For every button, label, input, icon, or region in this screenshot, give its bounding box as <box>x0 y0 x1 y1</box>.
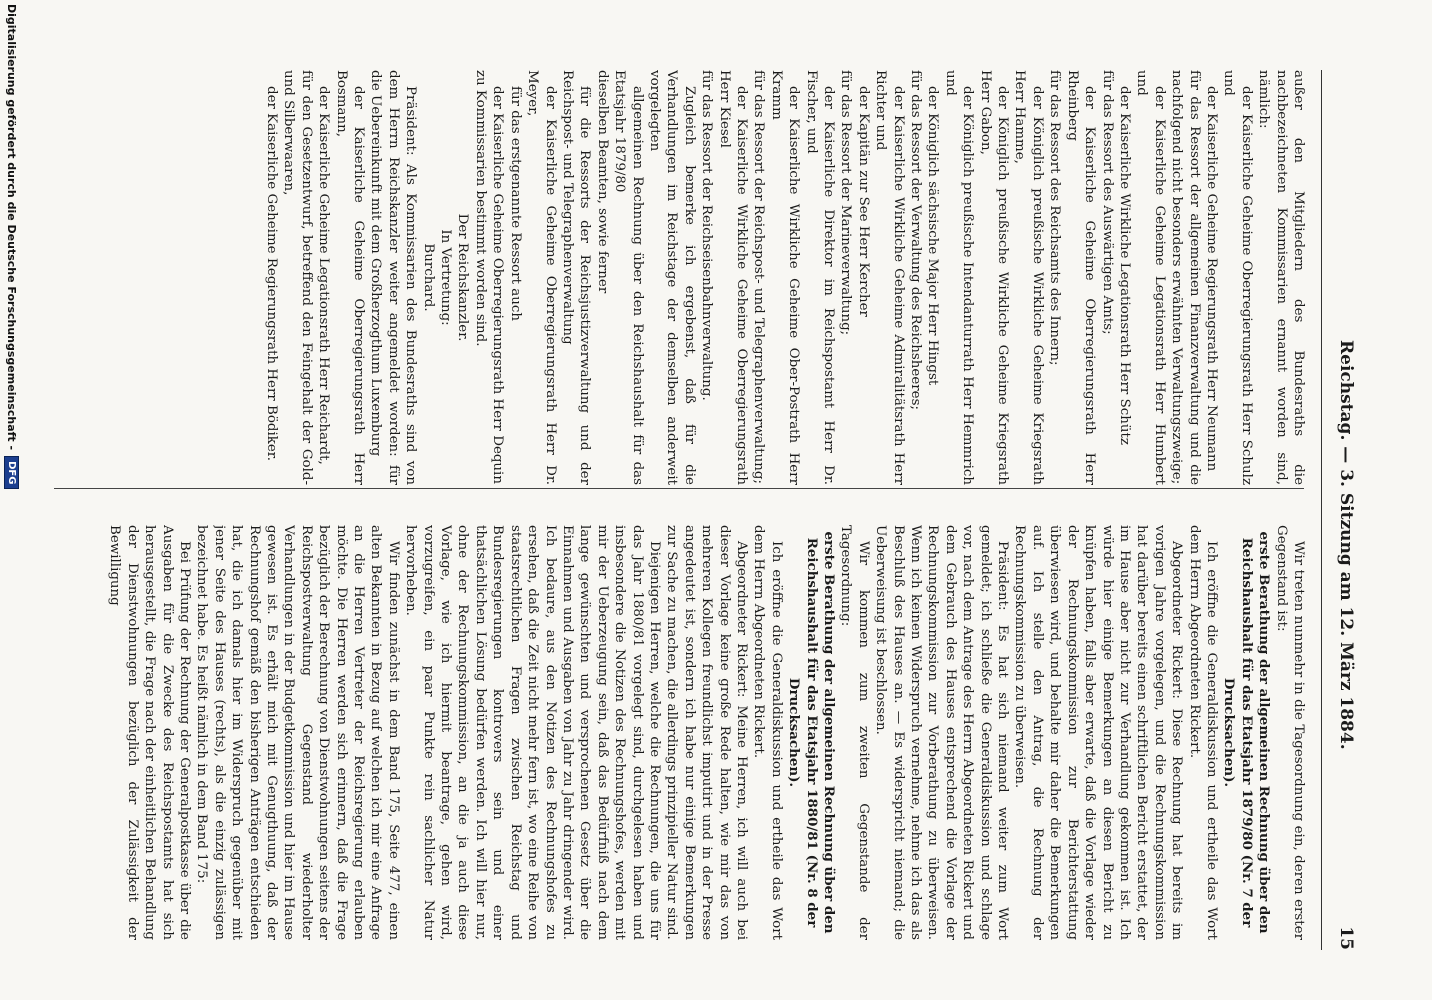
paragraph: Ich eröffne die Generaldiskussion und ertheile das Wort dem Herrn Abgeordneten Rickert. <box>751 525 784 940</box>
paragraph: für die Ressorts der Reichsjustizverwaltung und der Reichspost- und Telegraphenverwaltung <box>559 70 593 485</box>
paragraph: für das Ressort der Reichseisenbahnverwaltung. <box>699 70 715 401</box>
paragraph: für den Gesetzentwurf, betreffend den Feingehalt der Gold- und Silberwaaren, <box>281 70 314 485</box>
dfg-logo: DFG <box>5 456 20 489</box>
paragraph: Präsident: Es hat sich niemand weiter zum Wort gemeldet; ich schließe die Generaldiskussion und schlage vor, nach dem Antrage des Herrn Abgeordneten Rickert und dem Gebrauch des Hauses entsprechend die Vorlage der Rechnungskommission zur Vorberathung zu überweisen. Wenn ich keinen Widerspruch vernehme, nehme ich das als Beschluß des Hauses an. — Es widerspricht niemand; die Ueberweisung ist beschlossen. <box>873 525 1011 940</box>
paragraph: für das Ressort der Marineverwaltung; <box>838 70 854 336</box>
paragraph: für das Ressort des Auswärtigen Amts; <box>1099 70 1115 335</box>
paragraph: Abgeordneter Rickert: Meine Herren, ich will auch bei dieser Vorlage keine große Rede halten, wie mir das von mehreren Kollegen freundlichst imputirt und in der Presse angedeutet ist, sondern ich habe nur einige Bemerkungen zur Sache zu machen, die allerdings prinzipieller Natur sind. <box>664 525 749 940</box>
paragraph: der Königlich preußische Intendanturrath Herr Hemmrich und <box>942 70 976 485</box>
paragraph: der Kaiserliche Wirkliche Geheime Admiralitätsrath Herr Richter und <box>873 70 906 485</box>
agenda-item-heading: erste Berathung der allgemeinen Rechnung über den Reichshaushalt für das Etatsjahr 1880/81 (Nr. 8 der Drucksachen). <box>786 531 838 934</box>
paragraph: Präsident: Als Kommissarien des Bundesraths sind von dem Herrn Reichskanzler weiter angemeldet worden: für die Uebereinkunft mit dem Großherzogthum Luxemburg <box>368 70 419 485</box>
paragraph: der Kaiserliche Geheime Oberregierungsrath Herr Schulz und <box>1221 70 1254 485</box>
paragraph: zu Kommissarien bestimmt worden sind. <box>472 70 488 347</box>
paragraph: der Kaiserliche Geheime Legationsrath Herr Humbert und <box>1134 70 1167 485</box>
paragraph: der Kaiserliche Geheime Oberregierungsrath Herr Dr. Meyer, <box>525 70 558 485</box>
paragraph: allgemeinen Rechnung über den Reichshaushalt für das Etatsjahr 1879/80 <box>612 70 645 485</box>
digitization-credit <box>0 0 24 1000</box>
paragraph: für das Ressort der allgemeinen Finanzverwaltung und die nachfolgend nicht besonders erwähnten Verwaltungszweige; <box>1169 70 1202 485</box>
paragraph: Abgeordneter Rickert: Diese Rechnung hat bereits im vorigen Jahre vorgelegen, und die Rechnungskommission hat darüber bereits einen schriftlichen Bericht erstattet, der im Hause aber nicht zur Verhandlung gekommen ist. Ich würde hier einige Bemerkungen an diesen Bericht zu knüpfen haben, falls aber erwarte, daß die Vorlage wieder der Rechnungskommission zur Berichterstattung überwiesen wird, und behalte mir daher die Bemerkungen auf. Ich stelle den Antrag, die Rechnung der Rechnungskommission zu überweisen. <box>1012 525 1185 940</box>
signature-name: Burchard. <box>420 243 436 312</box>
paragraph: Bei Prüfung der Rechnung der Generalpostkasse über die Ausgaben für die Zwecke des Reichspostamts hat sich herausgestellt, die Frage nach der einheitlichen Behandlung der Dienstwohnungen bezüglich der Zulässigkeit der Bewilligung <box>107 525 192 940</box>
paragraph: Ich eröffne die Generaldiskussion und ertheile das Wort dem Herrn Abgeordneten Rickert. <box>1186 525 1219 940</box>
paragraph: der Kaiserliche Direktor im Reichspostamt Herr Dr. Fischer, und <box>803 70 837 485</box>
page-header <box>1321 70 1362 950</box>
paragraph: der Königlich preußische Wirkliche Geheime Kriegsrath Herr Hamme, <box>1012 70 1045 485</box>
right-column <box>42 525 1307 940</box>
paragraph: Diejenigen Herren, welche die Rechnungen, die uns für das Jahr 1880/81 vorgelegt sind, durchgelesen haben und insbesondere die Notizen des Rechnungshofes, werden mit mir der Ueberzeugung sein, daß das Bedürfniß nach dem lange gewünschten und versprochenen Gesetz über die Einnahmen und Ausgaben von Jahr zu Jahr dringender wird. Ich bedaure, aus den Notizen des Rechnungshofes zu ersehen, daß die Zeit nicht mehr fern ist, wo eine Reihe von staatsrechtlichen Fragen zwischen Reichstag und Bundesregierungen kontrovers sein und einer thatsächlichen Lösung bedürfen werden. Ich will hier nur, ohne der Rechnungskommission, an die ja auch diese Vorlage, wie ich hiermit beantrage, gehen wird, vorzugreifen, ein paar Punkte rein sachlicher Natur hervorheben. <box>403 525 662 940</box>
paragraph: der Kaiserliche Wirkliche Geheime Oberregierungsrath Herr Kiesel <box>716 70 749 485</box>
paragraph: der Königlich sächsische Major Herr Hingst <box>925 86 941 386</box>
signature-deputy: In Vertretung: <box>438 229 454 326</box>
column-divider <box>54 488 1304 489</box>
credit-text: Digitalisierung gefördert durch die Deutsche Forschungsgemeinschaft - <box>5 4 19 451</box>
signature-title: Der Reichskanzler. <box>455 213 471 342</box>
paragraph: der Kaiserliche Wirkliche Legationsrath Herr Schütz <box>1116 86 1132 445</box>
paragraph: außer den Mitgliedern des Bundesraths die nachbezeichneten Kommissarien ernannt worden sind, nämlich: <box>1256 70 1306 485</box>
paragraph: für das erstgenannte Ressort auch <box>507 86 523 321</box>
paragraph: Zugleich bemerke ich ergebenst, daß für die Verhandlungen im Reichstage der demselben anderweit vorgelegten <box>646 70 697 485</box>
paragraph: der Kaiserliche Geheime Regierungsrath Herr Neumann <box>1203 86 1219 472</box>
paragraph: der Königlich preußische Wirkliche Geheime Kriegsrath Herr Gabon, <box>977 70 1011 485</box>
paragraph: dieselben Beamten, sowie ferner <box>594 70 610 294</box>
paragraph: Wir treten nunmehr in die Tagesordnung ein, deren erster Gegenstand ist: <box>1273 525 1306 940</box>
paragraph: der Kaiserliche Geheime Legationsrath Herr Reichardt, <box>316 86 332 465</box>
paragraph: Wir finden zunächst in dem Band 175, Seite 477, einen alten Bekannten in Bezug auf welchen ich mir eine Anfrage an die Herren Vertreter der Reichsregierung erlauben möchte. Die Herren werden sich erinnern, daß die Frage bezüglich der Berechnung von Dienstwohnungen seitens der Reichspostverwaltung Gegenstand wiederholter Verhandlungen in der Budgetkommission und hier im Hause gewesen ist. Es erhält mich mit Genugthuung, daß der Rechnungshof gemäß den bisherigen Anträgen entschieden hat, die ich damals hier im Widerspruch gegenüber mit jener Seite des Hauses (rechts), als die einzig zulässigen bezeichnet habe. Es heißt nämlich in dem Band 175: <box>194 525 401 940</box>
running-title: Reichstag. — 3. Sitzung am 12. März 1884. <box>1336 340 1356 750</box>
paragraph: für das Ressort der Verwaltung des Reichsheeres; <box>908 70 924 410</box>
agenda-item-heading: erste Berathung der allgemeinen Rechnung über den Reichshaushalt für das Etatsjahr 1879/80 (Nr. 7 der Drucksachen). <box>1221 531 1273 934</box>
paragraph: für das Ressort des Reichsamts des Innern; <box>1047 70 1063 366</box>
paragraph: der Kaiserliche Geheime Oberregierungsrath Herr Rheinberg <box>1064 70 1098 485</box>
paragraph: der Kaiserliche Geheime Regierungsrath Herr Bödiker. <box>264 86 280 461</box>
page-number: 15 <box>1336 926 1356 950</box>
left-column <box>47 70 1307 485</box>
paragraph: der Kaiserliche Wirkliche Geheime Ober-Postrath Herr Kramm <box>768 70 802 485</box>
paragraph: für das Ressort der Reichspost- und Telegraphenverwaltung; <box>751 70 767 485</box>
paragraph: Wir kommen zum zweiten Gegenstande der Tagesordnung: <box>838 525 871 940</box>
paragraph: der Kaiserliche Geheime Oberregierungsrath Herr Bosmann, <box>333 70 367 485</box>
paragraph: der Kaiserliche Geheime Oberregierungsrath Herr Dequin <box>490 86 506 484</box>
paragraph: der Kapitän zur See Herr Kercher <box>855 86 871 317</box>
